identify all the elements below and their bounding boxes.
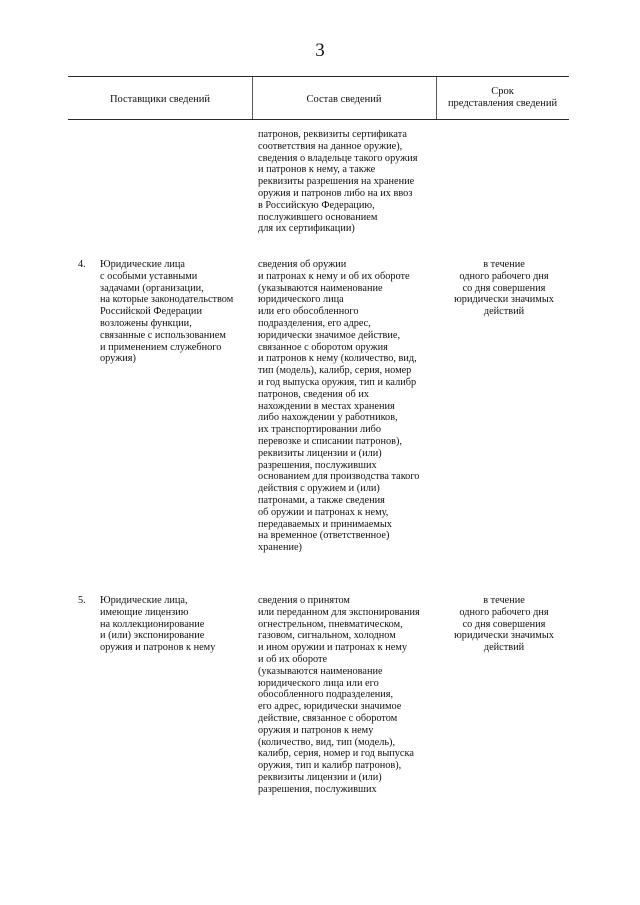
- text-line: юридического лица или его: [258, 677, 379, 689]
- text-line: об оружии и патронах к нему,: [258, 506, 389, 518]
- text-line: перевозке и списании патронов),: [258, 435, 403, 447]
- text-line: (указываются наименование: [258, 282, 383, 294]
- text-line: на которые законодательством: [100, 294, 234, 306]
- text-line: связанные с использованием: [100, 329, 226, 341]
- text-line: действия с оружием и (или): [258, 483, 380, 495]
- text-line: реквизиты лицензии и (или): [258, 771, 382, 783]
- text-line: связанное с оборотом оружия: [258, 341, 388, 353]
- text-line: или его обособленного: [258, 306, 359, 318]
- text-line: их транспортировании либо: [258, 424, 382, 436]
- text-line: оружия): [100, 353, 136, 365]
- text-line: в Российскую Федерацию,: [258, 199, 375, 211]
- text-line: и патронах к нему и об их обороте: [258, 270, 410, 282]
- text-line: действий: [483, 306, 525, 318]
- text-line: сведения об оружии: [258, 259, 347, 270]
- text-line: для их сертификации): [258, 223, 355, 235]
- text-line: на коллекционирование: [100, 618, 205, 630]
- text-line: патронов, реквизиты сертификата: [258, 129, 407, 140]
- text-line: его адрес, юридически значимое: [258, 701, 402, 713]
- text-line: Российской Федерации: [100, 306, 202, 318]
- text-line: юридического лица: [258, 294, 344, 306]
- text-line: патронов, сведения об их: [258, 388, 369, 400]
- text-line: и применением служебного: [100, 341, 222, 353]
- text-line: оружия и патронов либо на их ввоз: [258, 187, 413, 199]
- text-line: сведения о владельце такого оружия: [258, 152, 418, 164]
- text-line: и (или) экспонирование: [100, 630, 205, 642]
- continuation-composition: [258, 129, 448, 235]
- row-number: 4.: [78, 259, 86, 270]
- text-line: и патронов к нему (количество, вид,: [258, 353, 417, 365]
- text-line: и об их обороте: [258, 653, 328, 665]
- row-suppliers: [100, 595, 250, 654]
- text-line: возложены функции,: [100, 317, 192, 329]
- text-line: в течение: [483, 595, 525, 606]
- text-line: или переданном для экспонирования: [258, 606, 420, 618]
- text-line: на временное (ответственное): [258, 530, 390, 542]
- text-line: оружия и патронов к нему: [258, 724, 374, 736]
- row-number: 5.: [78, 595, 86, 606]
- row-composition: [258, 259, 448, 554]
- row-composition: [258, 595, 448, 796]
- header-deadline-line: Срок: [491, 86, 514, 97]
- text-line: Юридические лица: [100, 259, 185, 270]
- table-header: [68, 76, 569, 120]
- text-line: юридически значимое действие,: [258, 329, 401, 341]
- text-line: с особыми уставными: [100, 270, 198, 282]
- text-line: послужившего основанием: [258, 211, 378, 223]
- row-deadline: [434, 259, 574, 318]
- text-line: основанием для производства такого: [258, 471, 420, 483]
- text-line: одного рабочего дня: [459, 606, 549, 618]
- text-line: реквизиты разрешения на хранение: [258, 176, 415, 188]
- text-line: задачами (организации,: [100, 282, 204, 294]
- text-line: действие, связанное с оборотом: [258, 712, 398, 724]
- text-line: тип (модель), калибр, серия, номер: [258, 365, 412, 377]
- text-line: огнестрельном, пневматическом,: [258, 618, 403, 630]
- header-deadline: [436, 86, 569, 109]
- text-line: в течение: [483, 259, 525, 270]
- text-line: со дня совершения: [462, 282, 546, 294]
- text-line: юридически значимых: [454, 630, 554, 642]
- text-line: и патронов к нему, а также: [258, 164, 376, 176]
- header-deadline-line: представления сведений: [447, 97, 558, 109]
- page-number: 3: [315, 40, 325, 61]
- text-line: и год выпуска оружия, тип и калибр: [258, 376, 417, 388]
- header-suppliers: Поставщики сведений: [109, 94, 211, 105]
- text-line: оружия, тип и калибр патронов),: [258, 760, 402, 772]
- text-line: (указываются наименование: [258, 665, 383, 677]
- row-suppliers: [100, 259, 250, 365]
- text-line: со дня совершения: [462, 618, 546, 630]
- text-line: хранение): [258, 542, 302, 554]
- text-line: действий: [483, 642, 525, 654]
- row-deadline: [434, 595, 574, 654]
- text-line: одного рабочего дня: [459, 270, 549, 282]
- text-line: калибр, серия, номер и год выпуска: [258, 748, 414, 760]
- text-line: передаваемых и принимаемых: [258, 518, 392, 530]
- text-line: разрешения, послуживших: [258, 783, 377, 795]
- header-composition: Состав сведений: [306, 94, 382, 105]
- text-line: обособленного подразделения,: [258, 689, 394, 701]
- text-line: подразделения, его адрес,: [258, 317, 371, 329]
- text-line: оружия и патронов к нему: [100, 642, 216, 654]
- text-line: либо нахождении у работников,: [258, 412, 398, 424]
- text-line: и ином оружии и патронах к нему: [258, 642, 407, 654]
- text-line: реквизиты лицензии и (или): [258, 447, 382, 459]
- text-line: (количество, вид, тип (модель),: [258, 736, 396, 748]
- text-line: патронами, а также сведения: [258, 494, 385, 506]
- text-line: нахождении в местах хранения: [258, 400, 395, 412]
- text-line: разрешения, послуживших: [258, 459, 377, 471]
- text-line: сведения о принятом: [258, 595, 350, 606]
- text-line: юридически значимых: [454, 294, 554, 306]
- text-line: газовом, сигнальном, холодном: [258, 630, 396, 642]
- text-line: Юридические лица,: [100, 595, 188, 606]
- text-line: соответствия на данное оружие),: [258, 140, 403, 152]
- text-line: имеющие лицензию: [100, 606, 189, 618]
